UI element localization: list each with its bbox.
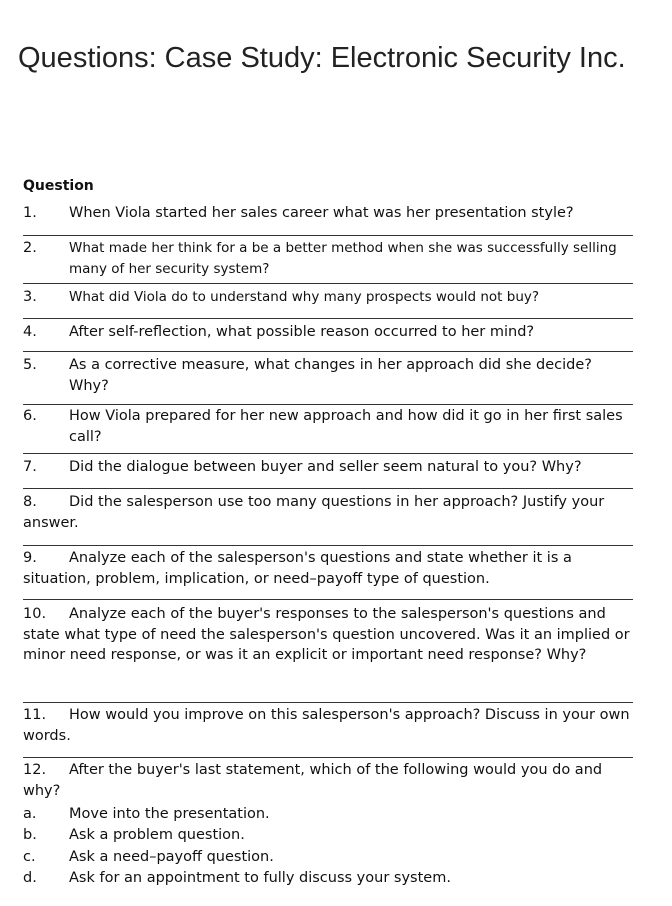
question-item: [23, 604, 635, 666]
question-number: 5.: [23, 357, 37, 373]
option-item: [23, 847, 623, 867]
question-item: [23, 492, 635, 533]
divider: [23, 283, 633, 284]
question-number: 9.: [23, 550, 37, 566]
question-item: [23, 203, 635, 224]
question-item: [23, 406, 635, 447]
page-title: Questions: Case Study: Electronic Security Inc.: [18, 42, 626, 74]
option-text: Ask a problem question.: [69, 827, 245, 843]
question-text: Did the salesperson use too many questions in her approach? Justify your answer.: [23, 494, 605, 531]
option-letter: a.: [23, 806, 37, 822]
question-text: As a corrective measure, what changes in her approach did she decide? Why?: [69, 357, 592, 394]
option-text: Ask a need–payoff question.: [69, 849, 274, 865]
question-item: [23, 760, 635, 801]
divider: [23, 599, 633, 600]
question-text: When Viola started her sales career what was her presentation style?: [69, 205, 574, 221]
question-text: Analyze each of the salesperson's questions and state whether it is a situation, problem, implication, or need–payoff type of question.: [23, 550, 572, 587]
question-number: 8.: [23, 494, 37, 510]
divider: [23, 488, 633, 489]
option-item: [23, 804, 623, 824]
question-number: 11.: [23, 707, 47, 723]
divider: [23, 545, 633, 546]
divider: [23, 235, 633, 236]
divider: [23, 404, 633, 405]
question-number: 12.: [23, 762, 47, 778]
question-item: [23, 287, 635, 308]
question-number: 6.: [23, 408, 37, 424]
option-letter: c.: [23, 849, 36, 865]
question-text: After the buyer's last statement, which of the following would you do and why?: [23, 762, 603, 799]
question-number: 4.: [23, 324, 37, 340]
question-item: [23, 355, 635, 396]
divider: [23, 757, 633, 758]
option-text: Move into the presentation.: [69, 806, 270, 822]
option-letter: b.: [23, 827, 37, 843]
question-number: 3.: [23, 289, 37, 305]
question-item: [23, 322, 635, 343]
option-item: [23, 825, 623, 845]
question-number: 7.: [23, 459, 37, 475]
question-text: Analyze each of the buyer's responses to the salesperson's questions and state what type of need the salesperson's question uncovered. Was it an implied or minor need response, or was it an explicit or important need response? Why?: [23, 606, 630, 663]
question-text: How Viola prepared for her new approach and how did it go in her first sales call?: [69, 408, 623, 445]
divider: [23, 453, 633, 454]
question-text: What made her think for a be a better method when she was successfully selling many of her security system?: [69, 240, 617, 277]
question-text: What did Viola do to understand why many prospects would not buy?: [69, 289, 540, 305]
divider: [23, 351, 633, 352]
question-number: 1.: [23, 205, 37, 221]
option-text: Ask for an appointment to fully discuss your system.: [69, 870, 451, 886]
option-letter: d.: [23, 870, 37, 886]
question-number: 2.: [23, 240, 37, 256]
question-item: [23, 548, 635, 589]
option-item: [23, 868, 623, 888]
divider: [23, 702, 633, 703]
question-text: Did the dialogue between buyer and seller seem natural to you? Why?: [69, 459, 582, 475]
question-number: 10.: [23, 606, 47, 622]
question-text: After self-reflection, what possible reason occurred to her mind?: [69, 324, 535, 340]
question-heading: Question: [23, 178, 94, 194]
divider: [23, 318, 633, 319]
question-text: How would you improve on this salesperson's approach? Discuss in your own words.: [23, 707, 630, 744]
question-item: [23, 238, 635, 279]
question-item: [23, 457, 635, 478]
question-item: [23, 705, 635, 746]
